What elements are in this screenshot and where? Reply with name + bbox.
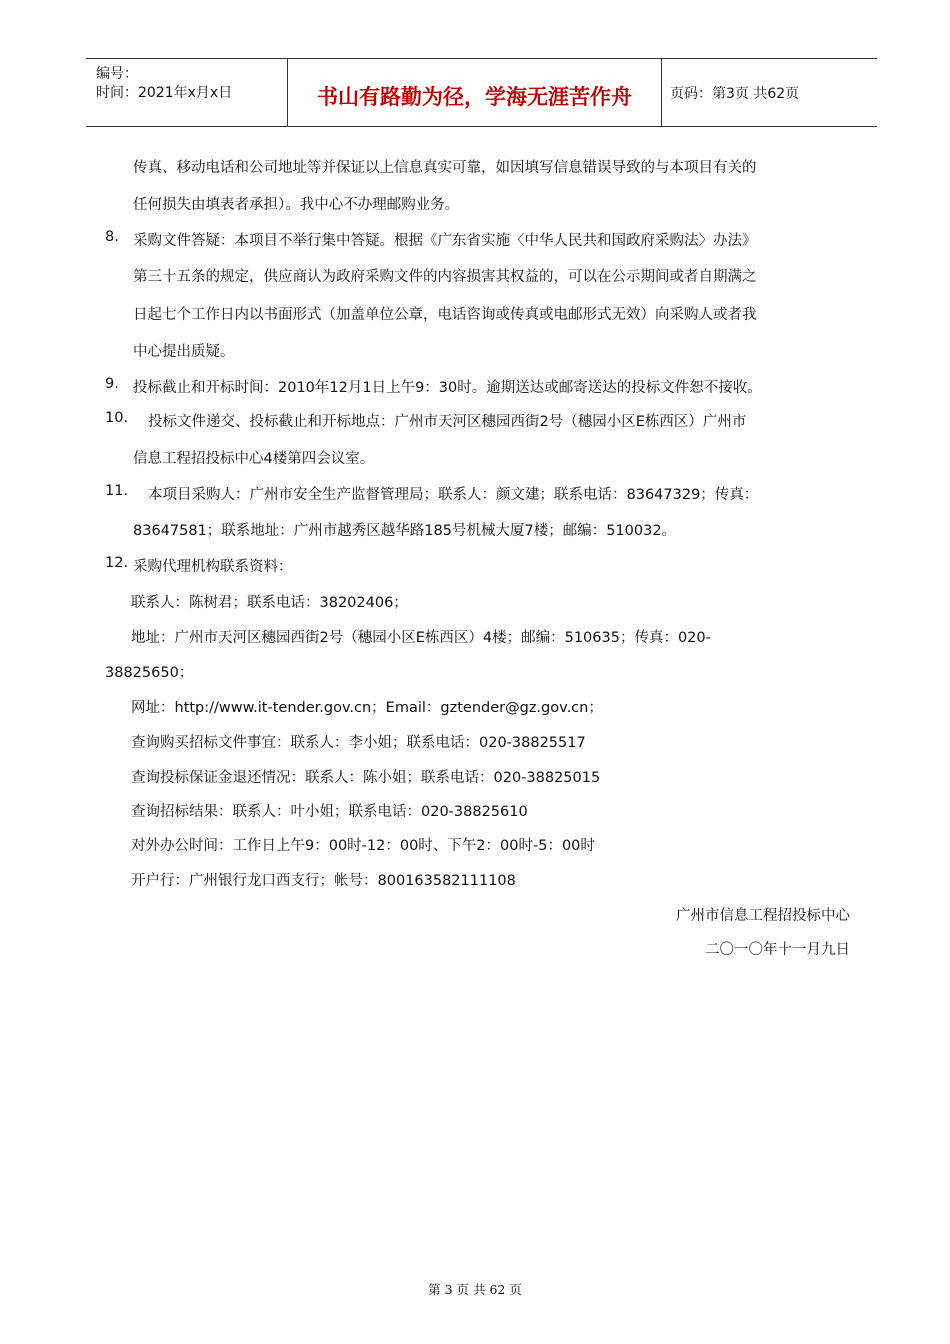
p8-line4: 中心提出质疑。 (133, 344, 235, 360)
number-label: 编号： (96, 66, 138, 82)
p9-line1: 投标截止和开标时间：2010年12月1日上午9：30时。逾期送达或邮寄送达的投标文件恕不接收。 (133, 380, 762, 396)
p7-cont-line2: 任何损失由填表者承担）。我中心不办理邮购业务。 (133, 197, 460, 213)
p8-line2: 第三十五条的规定，供应商认为政府采购文件的内容损害其权益的，可以在公示期间或者自期满之 (133, 269, 757, 285)
item-number-10: 10. (105, 410, 129, 426)
time-label: 时间：2021年x月x日 (96, 85, 233, 101)
address-line2: 38825650； (105, 665, 194, 681)
query-result-line: 查询招标结果：联系人：叶小姐；联系电话：020-38825610 (131, 804, 528, 820)
header-page-label: 页码：第3页 共62页 (670, 85, 800, 102)
query-buy-line: 查询购买招标文件事宜：联系人：李小姐；联系电话：020-38825517 (131, 735, 586, 751)
p10-line1: 投标文件递交、投标截止和开标地点：广州市天河区穗园西街2号（穗园小区E栋西区）广州市 (148, 414, 747, 430)
bank-line: 开户行：广州银行龙口西支行；帐号：800163582111108 (131, 873, 516, 889)
page-footer: 第 3 页 共 62 页 (428, 1282, 522, 1297)
p8-line1: 采购文件答疑：本项目不举行集中答疑。根据《广东省实施〈中华人民共和国政府采购法〉办法》 (133, 233, 757, 249)
item-number-9: 9. (105, 376, 119, 392)
signature-date: 二〇一〇年十一月九日 (705, 942, 850, 958)
header-left-cell (86, 59, 288, 126)
p11-line1: 本项目采购人：广州市安全生产监督管理局；联系人：颜文建；联系电话：83647329；传真： (148, 487, 759, 503)
p12-line1: 采购代理机构联系资料： (133, 559, 293, 575)
item-number-11: 11. (105, 483, 129, 499)
header-table (86, 58, 877, 127)
p10-line2: 信息工程招投标中心4楼第四会议室。 (133, 451, 375, 467)
address-line1: 地址：广州市天河区穗园西街2号（穗园小区E栋西区）4楼；邮编：510635；传真：020- (131, 630, 711, 646)
item-number-8: 8. (105, 229, 119, 245)
item-number-12: 12. (105, 555, 129, 571)
contact-line: 联系人：陈树君；联系电话：38202406； (131, 595, 408, 611)
signature-org: 广州市信息工程招投标中心 (676, 908, 850, 924)
header-motto: 书山有路勤为径，学海无涯苦作舟 (288, 59, 662, 126)
query-deposit-line: 查询投标保证金退还情况：联系人：陈小姐；联系电话：020-38825015 (131, 770, 601, 786)
p7-cont-line1: 传真、移动电话和公司地址等并保证以上信息真实可靠，如因填写信息错误导致的与本项目有关的 (133, 160, 757, 176)
p8-line3: 日起七个工作日内以书面形式（加盖单位公章，电话咨询或传真或电邮形式无效）向采购人或者我 (133, 307, 757, 323)
p11-line2: 83647581；联系地址：广州市越秀区越华路185号机械大厦7楼；邮编：510032。 (133, 523, 677, 539)
office-hours-line: 对外办公时间：工作日上午9：00时-12：00时、下午2：00时-5：00时 (131, 838, 595, 854)
website-line: 网址：http://www.it-tender.gov.cn；Email：gztender@gz.gov.cn； (131, 700, 603, 716)
